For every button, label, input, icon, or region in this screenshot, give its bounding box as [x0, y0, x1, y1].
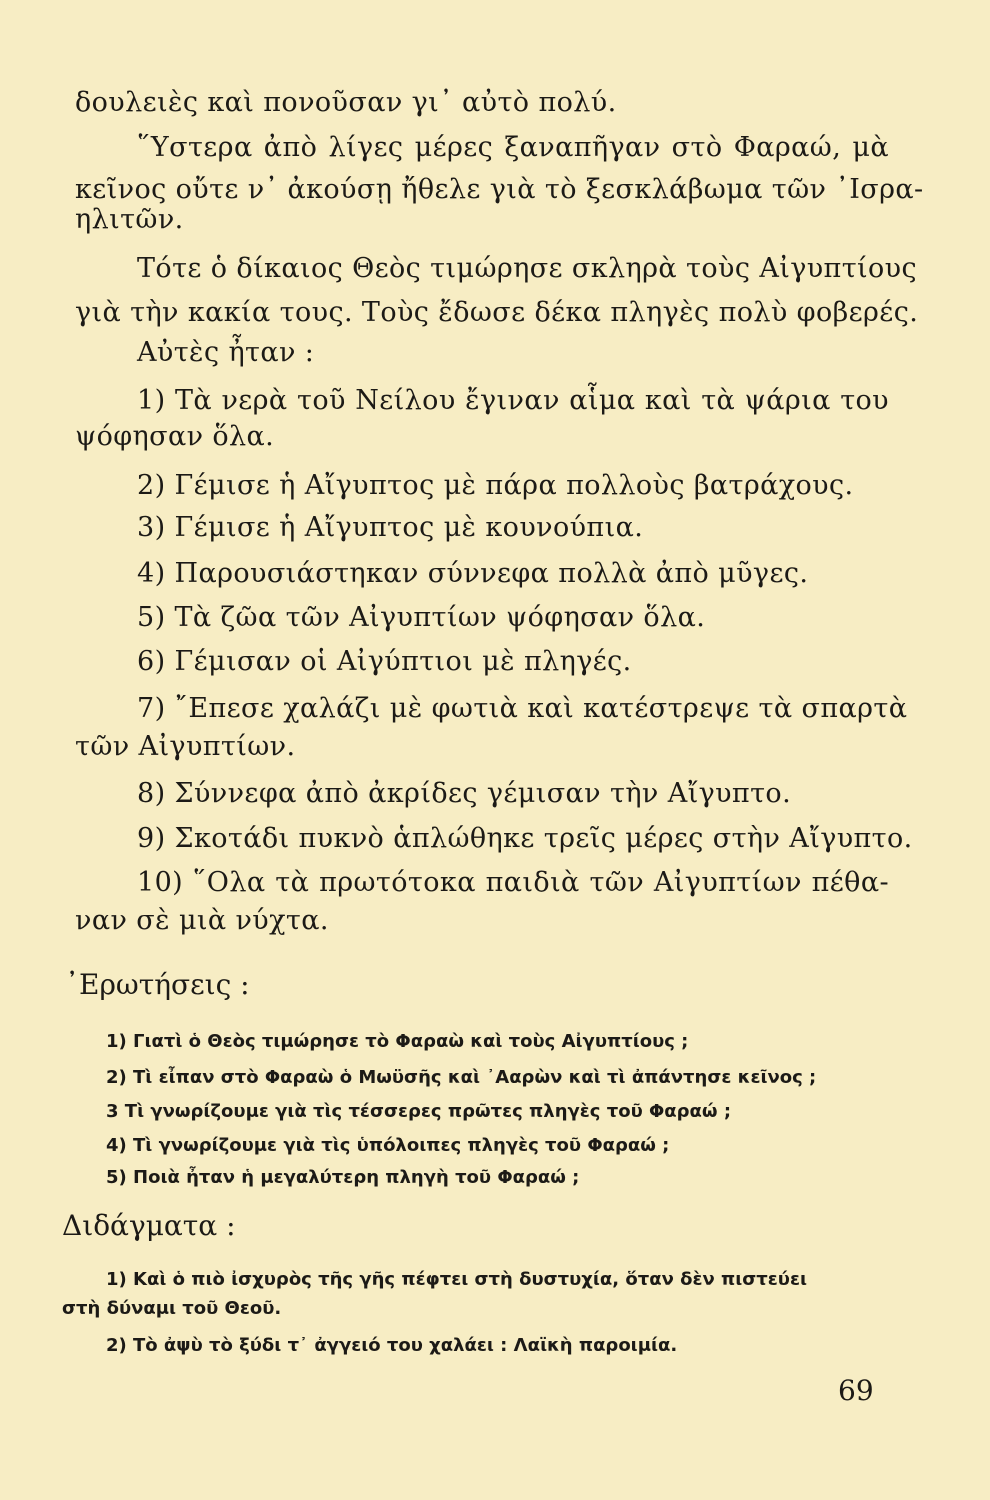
page-number: 69: [838, 1374, 874, 1407]
body-line: τῶν Αἰγυπτίων.: [75, 731, 296, 762]
body-line: γιὰ τὴν κακία τους. Τοὺς ἔδωσε δέκα πληγὲς πολὺ φοβερές.: [75, 297, 919, 328]
body-line: 4) Παρουσιάστηκαν σύννεφα πολλὰ ἀπὸ μῦγες.: [137, 558, 809, 589]
body-line: 5) Τὰ ζῶα τῶν Αἰγυπτίων ψόφησαν ὅλα.: [137, 602, 706, 633]
question-item: 2) Τὶ εἶπαν στὸ Φαραὼ ὁ Μωϋσῆς καὶ ᾿Ααρὼν καὶ τὶ ἀπάντησε κεῖνος ;: [106, 1067, 817, 1088]
body-line: 1) Τὰ νερὰ τοῦ Νείλου ἔγιναν αἷμα καὶ τὰ ψάρια του: [137, 385, 889, 416]
body-line: 6) Γέμισαν οἱ Αἰγύπτιοι μὲ πληγές.: [137, 646, 632, 677]
body-line: 9) Σκοτάδι πυκνὸ ἁπλώθηκε τρεῖς μέρες στὴν Αἴγυπτο.: [137, 823, 913, 854]
body-line: ῞Υστερα ἀπὸ λίγες μέρες ξαναπῆγαν στὸ Φαραώ, μὰ: [137, 132, 889, 163]
lesson-item: 1) Καὶ ὁ πιὸ ἰσχυρὸς τῆς γῆς πέφτει στὴ δυστυχία, ὅταν δὲν πιστεύει: [106, 1269, 807, 1290]
body-line: Τότε ὁ δίκαιος Θεὸς τιμώρησε σκληρὰ τοὺς Αἰγυπτίους: [137, 253, 918, 284]
body-line: Αὐτὲς ἦταν :: [137, 337, 315, 368]
body-line: ναν σὲ μιὰ νύχτα.: [75, 905, 329, 936]
body-line: 2) Γέμισε ἡ Αἴγυπτος μὲ πάρα πολλοὺς βατράχους.: [137, 470, 854, 501]
body-line: 8) Σύννεφα ἀπὸ ἀκρίδες γέμισαν τὴν Αἴγυπτο.: [137, 778, 792, 809]
lessons-heading: Διδάγματα :: [62, 1209, 236, 1242]
question-item: 1) Γιατὶ ὁ Θεὸς τιμώρησε τὸ Φαραὼ καὶ τοὺς Αἰγυπτίους ;: [106, 1031, 689, 1052]
questions-heading: ᾿Ερωτήσεις :: [65, 968, 250, 1001]
question-item: 4) Τὶ γνωρίζουμε γιὰ τὶς ὑπόλοιπες πληγὲς τοῦ Φαραώ ;: [106, 1135, 670, 1156]
question-item: 5) Ποιὰ ἦταν ἡ μεγαλύτερη πληγὴ τοῦ Φαραώ ;: [106, 1167, 580, 1188]
question-item: 3 Τὶ γνωρίζουμε γιὰ τὶς τέσσερες πρῶτες πληγὲς τοῦ Φαραώ ;: [106, 1101, 732, 1122]
lesson-item: στὴ δύναμι τοῦ Θεοῦ.: [62, 1298, 282, 1319]
body-line: 3) Γέμισε ἡ Αἴγυπτος μὲ κουνούπια.: [137, 512, 644, 543]
body-line: 10) ῞Ολα τὰ πρωτότοκα παιδιὰ τῶν Αἰγυπτίων πέθα-: [137, 867, 889, 898]
body-line: δουλειὲς καὶ πονοῦσαν γι᾿ αὐτὸ πολύ.: [75, 87, 617, 118]
lesson-item: 2) Τὸ ἀψὺ τὸ ξύδι τ᾿ ἀγγειό του χαλάει : Λαϊκὴ παροιμία.: [106, 1335, 678, 1356]
body-line: κεῖνος οὔτε ν᾿ ἀκούσῃ ἤθελε γιὰ τὸ ξεσκλάβωμα τῶν ᾿Ισρα-: [75, 174, 924, 205]
body-line: ψόφησαν ὅλα.: [75, 421, 275, 452]
body-line: 7) ῎Επεσε χαλάζι μὲ φωτιὰ καὶ κατέστρεψε τὰ σπαρτὰ: [137, 693, 908, 724]
body-line: ηλιτῶν.: [75, 204, 184, 235]
